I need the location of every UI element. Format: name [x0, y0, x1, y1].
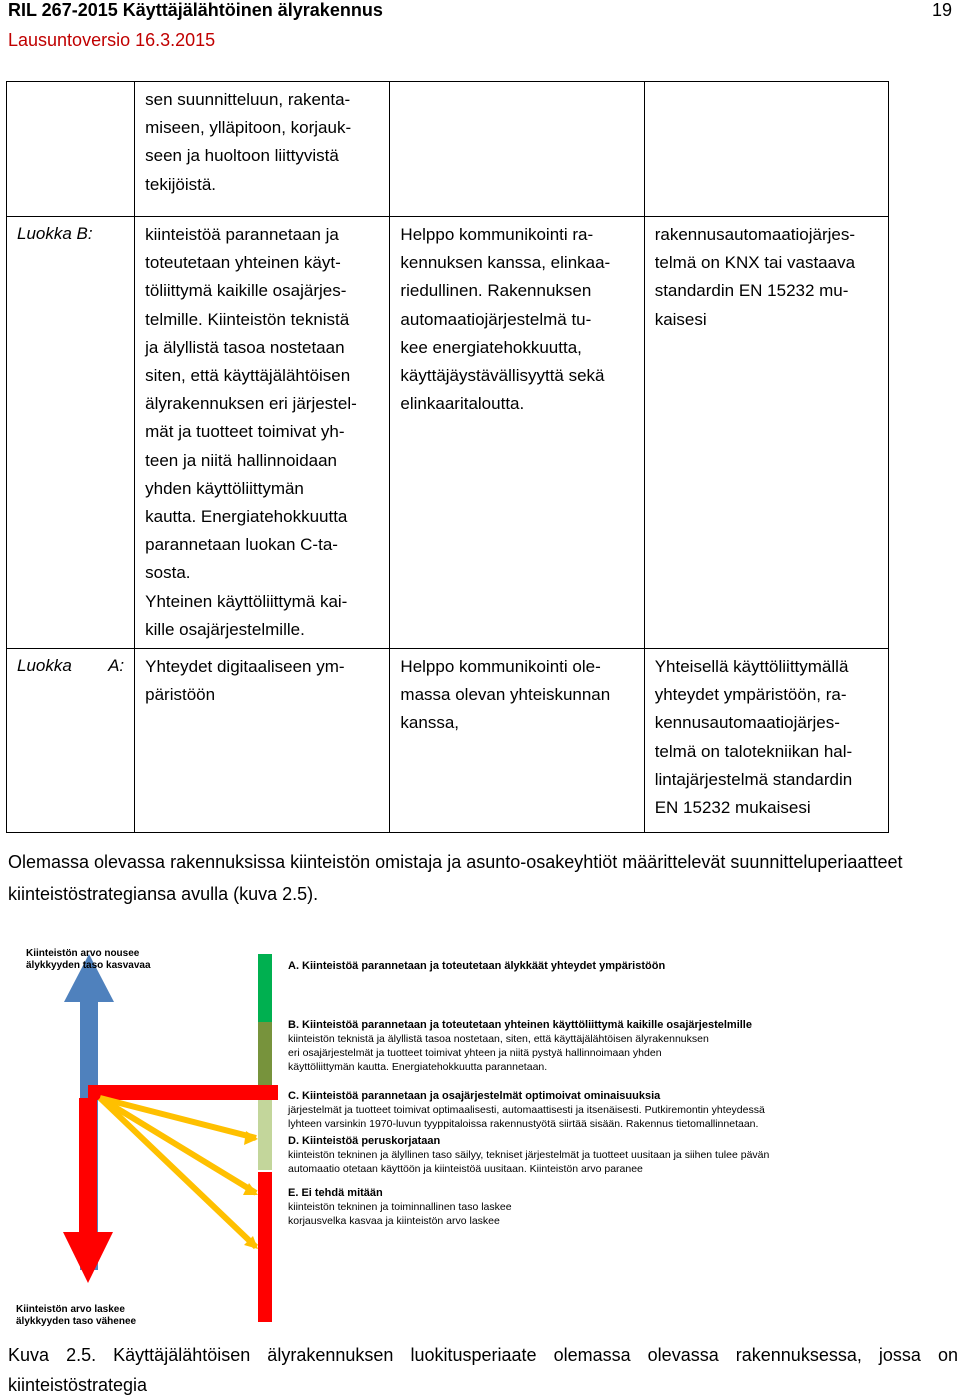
- table-row: [7, 649, 889, 833]
- table-row: [7, 217, 889, 649]
- table-cell: [390, 649, 644, 833]
- figure-caption: Kuva 2.5. Käyttäjälähtöisen älyrakennuksen luokitusperiaate olemassa olevassa rakennuksessa, jossa on kiinteistöstrategia: [8, 1345, 958, 1395]
- cell-line: älyrakennuksen eri järjestel-: [145, 394, 357, 414]
- level-c-heading: C. Kiinteistöä parannetaan ja osajärjestelmät optimoivat ominaisuuksia: [288, 1090, 661, 1102]
- cell-line: telmä on KNX tai vastaava: [654, 253, 856, 273]
- classification-figure: [0, 940, 960, 1330]
- cell-line: automaatiojärjestelmä tu-: [400, 309, 592, 329]
- body-paragraph: Olemassa olevassa rakennuksissa kiinteistön omistaja ja asunto-osakeyhtiöt määrittelevät suunnitteluperiaatteet kiinteistöstrategiansa avulla (kuva 2.5).: [8, 852, 903, 904]
- label-line: Kiinteistön arvo nousee: [26, 948, 140, 959]
- cell-line: Helppo kommunikointi ra-: [400, 225, 594, 244]
- page-number: 19: [931, 0, 952, 20]
- cell-line: kanssa,: [400, 713, 460, 733]
- level-e-bar: [258, 1172, 272, 1322]
- cell-line: toteutetaan yhteinen käyt-: [145, 253, 341, 273]
- cell-line: telmä on talotekniikan hal-: [654, 741, 853, 761]
- level-c-text: järjestelmät ja tuotteet toimivat optimaalisesti, automaattisesti ja itsenäisesti. Putkiremontin yhteydessä: [288, 1104, 765, 1116]
- cell-line: sen suunnitteluun, rakenta-: [145, 90, 351, 109]
- label-line: älykkyyden taso kasvavaa: [26, 960, 151, 971]
- cell-line: kaisesi: [654, 309, 707, 329]
- diagonal-arrow-head: [244, 1131, 258, 1145]
- level-e-text: kiinteistön tekninen ja toiminnallinen taso laskee: [288, 1201, 512, 1213]
- cell-line: tekijöistä.: [145, 174, 217, 194]
- diagonal-arrow: [100, 1098, 256, 1193]
- level-b-text: eri osajärjestelmät ja tuotteet toimivat yhteen ja niitä pystyä hallinnoimaan yhden: [288, 1047, 662, 1059]
- label-line: älykkyyden taso vähenee: [16, 1316, 137, 1327]
- class-label-a: [7, 649, 134, 684]
- level-b-heading: B. Kiinteistöä parannetaan ja toteutetaan yhteinen käyttöliittymä kaikille osajärjestelmille: [288, 1019, 752, 1031]
- cell-line: töliittymä kaikille osajärjes-: [145, 281, 347, 301]
- level-e-text: korjausvelka kasvaa ja kiinteistön arvo laskee: [288, 1215, 500, 1227]
- cell-line: riedullinen. Rakennuksen: [400, 281, 592, 301]
- cell-line: Yhteinen käyttöliittymä kai-: [145, 591, 348, 611]
- table-cell: [644, 82, 888, 217]
- table-cell: [644, 217, 888, 649]
- down-arrow-head: [63, 1232, 113, 1283]
- cell-line: parannetaan luokan C-ta-: [145, 535, 338, 555]
- label-line: Kiinteistön arvo laskee: [16, 1304, 125, 1315]
- document-title: RIL 267-2015 Käyttäjälähtöinen älyrakennus: [8, 0, 383, 20]
- cell-line: seen ja huoltoon liittyvistä: [145, 146, 339, 166]
- level-c-text: lyhteen varsinkin 1970-luvun tyyppitaloissa rakennustyötä siirtää sisään. Rakennus tietomallinnetaan.: [288, 1118, 759, 1130]
- cell-line: kautta. Energiatehokkuutta: [145, 507, 348, 527]
- cell-line: sosta.: [145, 563, 191, 583]
- level-c-bar: [258, 1096, 272, 1170]
- table-cell: [135, 82, 390, 217]
- cell-line: kille osajärjestelmille.: [145, 619, 305, 639]
- cell-line: kiinteistöä parannetaan ja: [145, 225, 339, 244]
- cell-line: teen ja niitä hallinnoidaan: [145, 450, 338, 470]
- value-rises-label: [26, 948, 151, 972]
- cell-line: Yhteydet digitaaliseen ym-: [145, 657, 345, 677]
- table-cell: [135, 217, 390, 649]
- cell-line: lintajärjestelmä standardin: [654, 769, 853, 789]
- level-a-bar: [258, 954, 272, 1022]
- table-row: [7, 82, 889, 217]
- cell-line: miseen, ylläpitoon, korjauk-: [145, 118, 352, 138]
- cell-line: siten, että käyttäjälähtöisen: [145, 366, 351, 386]
- level-d-text: kiinteistön tekninen ja älyllinen taso säilyy, tekniset järjestelmät ja tuotteet uusitaan ja siihen tulee pävän: [288, 1149, 770, 1161]
- level-b-text: kiinteistön teknistä ja älyllistä tasoa nostetaan, siten, että käyttäjälähtöisen älyrakennuksen: [288, 1033, 709, 1045]
- table-cell: [390, 82, 644, 217]
- cell-line: kee energiatehokkuutta,: [400, 337, 582, 357]
- class-label-a-letter: A:: [108, 656, 125, 676]
- cell-line: käyttäjäystävällisyyttä sekä: [400, 366, 605, 386]
- table-cell: [7, 217, 135, 649]
- level-d-heading: D. Kiinteistöä peruskorjataan: [288, 1135, 441, 1147]
- level-e-heading: E. Ei tehdä mitään: [288, 1187, 383, 1199]
- table-cell: [135, 649, 390, 833]
- class-label-a-word: Luokka: [17, 656, 72, 676]
- cell-line: rakennusautomaatiojärjes-: [654, 225, 856, 244]
- table-cell: [644, 649, 888, 833]
- level-b-bar: [258, 1022, 272, 1096]
- classification-table: [6, 81, 889, 833]
- cell-line: Yhteisellä käyttöliittymällä: [654, 657, 849, 677]
- level-a-heading: A. Kiinteistöä parannetaan ja toteutetaan älykkäät yhteydet ympäristöön: [288, 960, 666, 972]
- figure-graphics: [0, 940, 960, 1330]
- class-label-b: Luokka B:: [17, 224, 93, 243]
- down-arrow-shaft: [79, 1098, 97, 1234]
- cell-line: yhden käyttöliittymän: [145, 478, 304, 498]
- level-b-text: käyttöliittymän kautta. Energiatehokkuutta parannetaan.: [288, 1061, 548, 1073]
- cell-line: massa olevan yhteiskunnan: [400, 685, 611, 705]
- cell-line: Helppo kommunikointi ole-: [400, 657, 601, 677]
- value-falls-label: [16, 1304, 136, 1328]
- table-cell: [390, 217, 644, 649]
- document-version: Lausuntoversio 16.3.2015: [8, 30, 216, 50]
- cell-line: telmille. Kiinteistön teknistä: [145, 309, 350, 329]
- cell-line: EN 15232 mukaisesi: [654, 798, 811, 818]
- cell-line: kennuksen kanssa, elinkaa-: [400, 253, 611, 273]
- connector-bar: [88, 1085, 278, 1100]
- level-d-text: automaatio otetaan käyttöön ja kiinteistöä uusitaan. Kiinteistön arvo paranee: [288, 1163, 643, 1175]
- cell-line: kennusautomaatiojärjes-: [654, 713, 840, 733]
- cell-line: standardin EN 15232 mu-: [654, 281, 849, 301]
- cell-line: yhteydet ympäristöön, ra-: [654, 685, 847, 705]
- cell-line: elinkaaritaloutta.: [400, 394, 525, 414]
- table-cell: [7, 649, 135, 833]
- cell-line: mät ja tuotteet toimivat yh-: [145, 422, 345, 442]
- cell-line: päristöön: [145, 685, 216, 705]
- table-cell: [7, 82, 135, 217]
- cell-line: ja älyllistä tasoa nostetaan: [145, 337, 345, 357]
